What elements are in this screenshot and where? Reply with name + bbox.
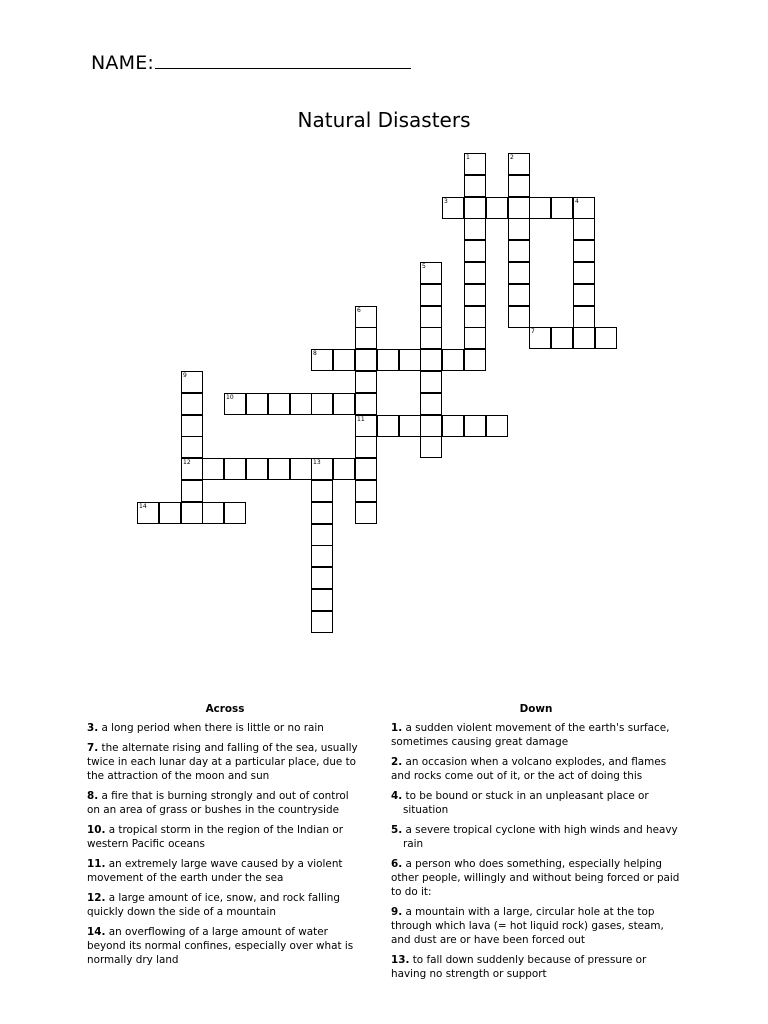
- crossword-cell[interactable]: [420, 327, 442, 349]
- crossword-cell[interactable]: [420, 436, 442, 458]
- across-heading: Across: [205, 703, 245, 715]
- clue-text: an overflowing of a large amount of water beyond its normal confines, especially over what is normally dry land: [87, 926, 354, 966]
- clue-number: 3.: [87, 722, 99, 734]
- crossword-cell[interactable]: [508, 284, 530, 306]
- crossword-cell[interactable]: [420, 371, 442, 393]
- crossword-cell[interactable]: [508, 218, 530, 240]
- clue-across-10: [87, 823, 363, 851]
- clue-across-11: [87, 857, 363, 885]
- cell-number: 12: [183, 459, 191, 466]
- crossword-cell[interactable]: [508, 262, 530, 284]
- crossword-cell[interactable]: [224, 502, 246, 524]
- clue-across-3: [87, 721, 363, 735]
- cell-number: 2: [510, 154, 514, 161]
- clue-text: a mountain with a large, circular hole at the top through which lava (= hot liquid rock) gases, steam, and dust are or have been forced out: [391, 906, 664, 946]
- crossword-cell[interactable]: [464, 197, 486, 219]
- clue-text: a sudden violent movement of the earth's surface, sometimes causing great damage: [391, 722, 670, 748]
- crossword-cell[interactable]: [290, 393, 312, 415]
- crossword-cell[interactable]: [181, 436, 203, 458]
- crossword-cell[interactable]: [508, 197, 530, 219]
- crossword-cell[interactable]: [442, 197, 464, 219]
- crossword-cell[interactable]: [355, 349, 377, 371]
- cell-number: 3: [444, 198, 448, 205]
- clue-across-8: [87, 789, 363, 817]
- clue-down-5: [391, 823, 681, 851]
- clue-number: 14.: [87, 926, 106, 938]
- clue-number: 4.: [391, 790, 403, 802]
- cell-number: 13: [313, 459, 321, 466]
- crossword-cell[interactable]: [464, 153, 486, 175]
- crossword-cell[interactable]: [464, 415, 486, 437]
- clue-across-12: [87, 891, 363, 919]
- clue-text: an occasion when a volcano explodes, and flames and rocks come out of it, or the act of doing this: [391, 756, 667, 782]
- clue-text: to fall down suddenly because of pressure or having no strength or support: [391, 954, 647, 980]
- crossword-cell[interactable]: [246, 458, 268, 480]
- cell-number: 5: [422, 263, 426, 270]
- clue-text: a fire that is burning strongly and out of control on an area of grass or bushes in the countryside: [87, 790, 349, 816]
- crossword-cell[interactable]: [311, 502, 333, 524]
- crossword-cell[interactable]: [311, 393, 333, 415]
- clue-number: 12.: [87, 892, 106, 904]
- clue-text: to be bound or stuck in an unpleasant place or situation: [403, 790, 649, 816]
- down-clues: [391, 702, 681, 987]
- crossword-cell[interactable]: [311, 567, 333, 589]
- clue-text: an extremely large wave caused by a violent movement of the earth under the sea: [87, 858, 343, 884]
- down-heading: Down: [519, 703, 553, 715]
- crossword-cell[interactable]: [377, 415, 399, 437]
- crossword-cell[interactable]: [508, 240, 530, 262]
- crossword-cell[interactable]: [181, 415, 203, 437]
- page-title: Natural Disasters: [297, 108, 471, 132]
- clue-number: 2.: [391, 756, 403, 768]
- clue-number: 8.: [87, 790, 99, 802]
- crossword-cell[interactable]: [420, 306, 442, 328]
- cell-number: 9: [183, 372, 187, 379]
- clue-text: a severe tropical cyclone with high winds and heavy rain: [403, 824, 678, 850]
- crossword-cell[interactable]: [181, 480, 203, 502]
- crossword-cell[interactable]: [529, 327, 551, 349]
- crossword-cell[interactable]: [573, 240, 595, 262]
- clue-down-6: [391, 857, 681, 899]
- crossword-cell[interactable]: [355, 502, 377, 524]
- crossword-cell[interactable]: [246, 393, 268, 415]
- clue-text: a long period when there is little or no rain: [101, 722, 324, 734]
- crossword-cell[interactable]: [508, 175, 530, 197]
- crossword-cell[interactable]: [333, 393, 355, 415]
- crossword-cell[interactable]: [355, 458, 377, 480]
- clue-text: the alternate rising and falling of the sea, usually twice in each lunar day at a particular place, due to the attraction of the moon and sun: [87, 742, 358, 782]
- across-clues: [87, 702, 363, 973]
- crossword-cell[interactable]: [333, 349, 355, 371]
- crossword-cell[interactable]: [442, 349, 464, 371]
- name-blank-line[interactable]: [155, 50, 411, 69]
- crossword-cell[interactable]: [355, 306, 377, 328]
- crossword-cell[interactable]: [311, 349, 333, 371]
- cell-number: 7: [531, 328, 535, 335]
- crossword-cell[interactable]: [333, 458, 355, 480]
- crossword-cell[interactable]: [268, 458, 290, 480]
- crossword-cell[interactable]: [355, 327, 377, 349]
- crossword-cell[interactable]: [464, 262, 486, 284]
- crossword-cell[interactable]: [355, 436, 377, 458]
- clue-across-7: [87, 741, 363, 783]
- clue-number: 9.: [391, 906, 403, 918]
- crossword-cell[interactable]: [137, 502, 159, 524]
- clue-down-13: [391, 953, 681, 981]
- crossword-cell[interactable]: [202, 502, 224, 524]
- crossword-cell[interactable]: [420, 284, 442, 306]
- name-label: NAME:: [91, 52, 155, 74]
- name-field[interactable]: [91, 50, 411, 74]
- crossword-cell[interactable]: [311, 524, 333, 546]
- crossword-cell[interactable]: [355, 393, 377, 415]
- crossword-cell[interactable]: [420, 262, 442, 284]
- crossword-cell[interactable]: [224, 458, 246, 480]
- crossword-cell[interactable]: [399, 349, 421, 371]
- crossword-cell[interactable]: [311, 545, 333, 567]
- crossword-cell[interactable]: [464, 240, 486, 262]
- clue-number: 10.: [87, 824, 106, 836]
- crossword-cell[interactable]: [268, 393, 290, 415]
- crossword-cell[interactable]: [573, 218, 595, 240]
- clue-number: 13.: [391, 954, 410, 966]
- cell-number: 10: [226, 394, 234, 401]
- cell-number: 6: [357, 307, 361, 314]
- clue-number: 7.: [87, 742, 99, 754]
- clue-text: a person who does something, especially helping other people, willingly and without being forced or paid to do it:: [391, 858, 680, 898]
- cell-number: 1: [466, 154, 470, 161]
- clue-number: 5.: [391, 824, 403, 836]
- crossword-cell[interactable]: [464, 284, 486, 306]
- crossword-cell[interactable]: [311, 458, 333, 480]
- crossword-cell[interactable]: [573, 306, 595, 328]
- crossword-cell[interactable]: [464, 218, 486, 240]
- crossword-cell[interactable]: [420, 349, 442, 371]
- crossword-cell[interactable]: [181, 458, 203, 480]
- crossword-cell[interactable]: [290, 458, 312, 480]
- clue-number: 6.: [391, 858, 403, 870]
- crossword-cell[interactable]: [442, 415, 464, 437]
- cell-number: 11: [357, 416, 365, 423]
- crossword-cell[interactable]: [311, 611, 333, 633]
- crossword-cell[interactable]: [377, 349, 399, 371]
- clue-text: a tropical storm in the region of the Indian or western Pacific oceans: [87, 824, 343, 850]
- cell-number: 14: [139, 503, 147, 510]
- crossword-cell[interactable]: [202, 458, 224, 480]
- crossword-cell[interactable]: [573, 262, 595, 284]
- clue-down-1: [391, 721, 681, 749]
- crossword-cell[interactable]: [311, 480, 333, 502]
- crossword-cell[interactable]: [551, 197, 573, 219]
- crossword-cell[interactable]: [420, 415, 442, 437]
- clue-down-4: [391, 789, 681, 817]
- crossword-cell[interactable]: [355, 371, 377, 393]
- crossword-cell[interactable]: [159, 502, 181, 524]
- clue-across-14: [87, 925, 363, 967]
- clue-number: 1.: [391, 722, 403, 734]
- crossword-cell[interactable]: [181, 502, 203, 524]
- clue-number: 11.: [87, 858, 106, 870]
- crossword-cell[interactable]: [355, 415, 377, 437]
- cell-number: 4: [575, 198, 579, 205]
- crossword-cell[interactable]: [486, 415, 508, 437]
- crossword-cell[interactable]: [181, 393, 203, 415]
- crossword-cell[interactable]: [355, 480, 377, 502]
- clue-text: a large amount of ice, snow, and rock falling quickly down the side of a mountain: [87, 892, 340, 918]
- crossword-cell[interactable]: [464, 175, 486, 197]
- crossword-cell[interactable]: [508, 306, 530, 328]
- crossword-cell[interactable]: [399, 415, 421, 437]
- crossword-cell[interactable]: [551, 327, 573, 349]
- crossword-cell[interactable]: [508, 153, 530, 175]
- crossword-cell[interactable]: [464, 349, 486, 371]
- crossword-cell[interactable]: [573, 284, 595, 306]
- crossword-cell[interactable]: [595, 327, 617, 349]
- crossword-cell[interactable]: [420, 393, 442, 415]
- crossword-cell[interactable]: [311, 589, 333, 611]
- crossword-cell[interactable]: [573, 327, 595, 349]
- crossword-cell[interactable]: [529, 197, 551, 219]
- crossword-cell[interactable]: [224, 393, 246, 415]
- crossword-cell[interactable]: [573, 197, 595, 219]
- clue-down-2: [391, 755, 681, 783]
- clue-down-9: [391, 905, 681, 947]
- crossword-cell[interactable]: [464, 327, 486, 349]
- crossword-cell[interactable]: [486, 197, 508, 219]
- crossword-cell[interactable]: [464, 306, 486, 328]
- cell-number: 8: [313, 350, 317, 357]
- crossword-cell[interactable]: [181, 371, 203, 393]
